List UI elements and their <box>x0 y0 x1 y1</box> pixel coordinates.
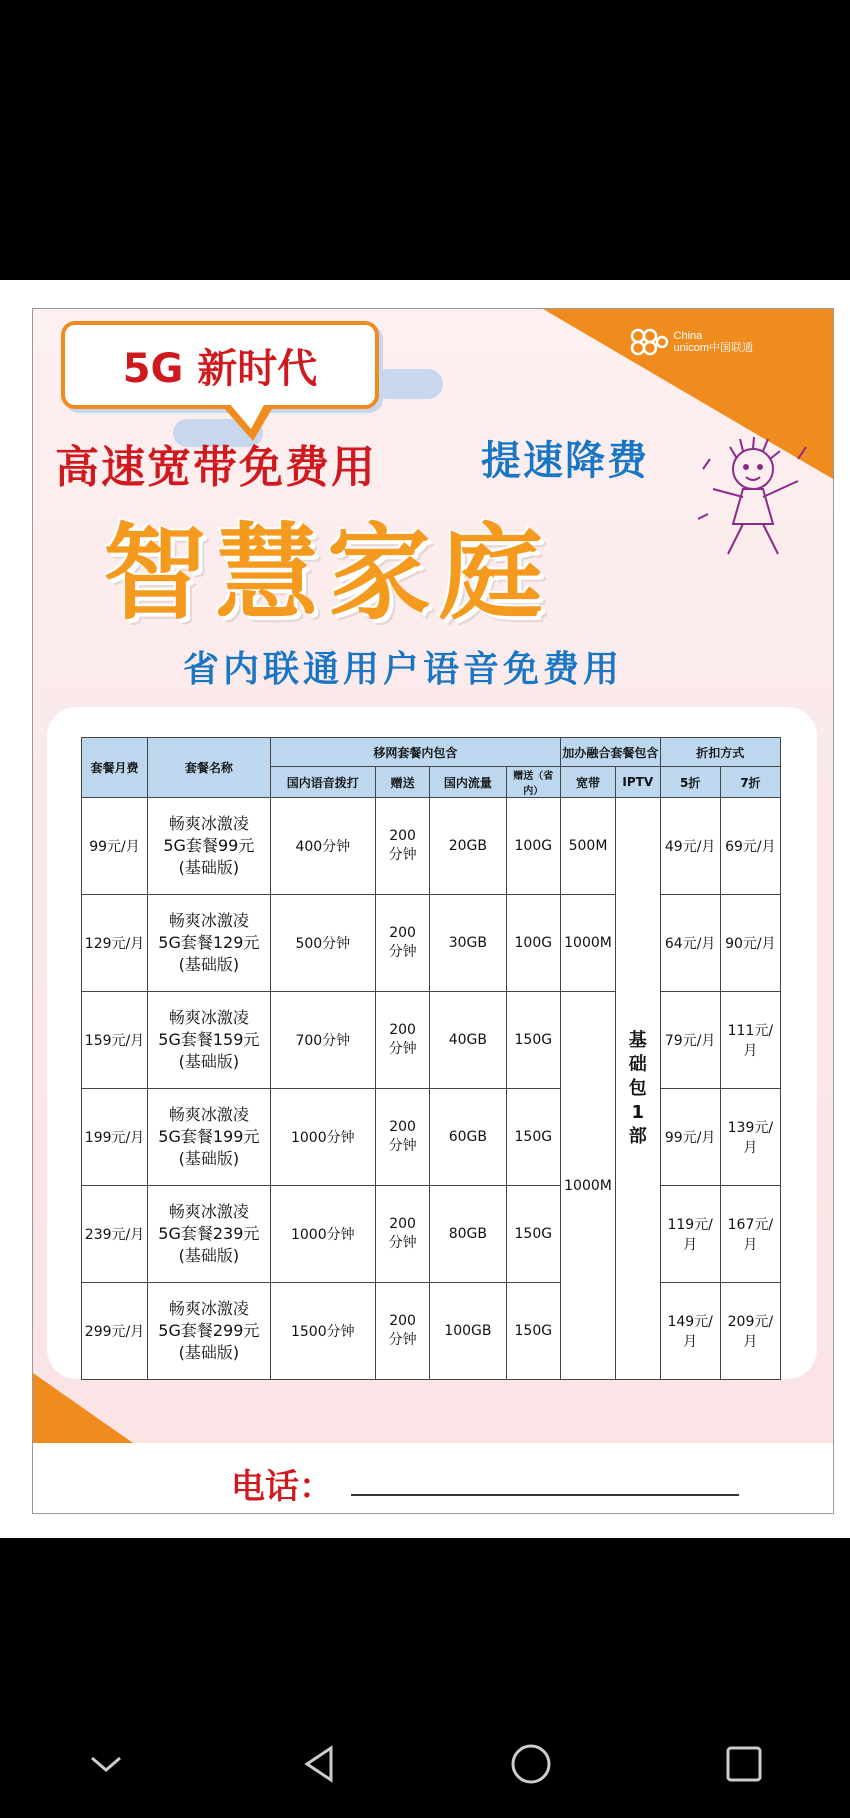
recent-apps-icon[interactable] <box>714 1734 774 1794</box>
cell-name <box>148 1283 271 1380</box>
name-line2: 5G套餐199元 <box>158 1127 260 1146</box>
cell-gift <box>375 992 429 1089</box>
cell-voice: 1000分钟 <box>270 1186 375 1283</box>
cell-voice: 1000分钟 <box>270 1089 375 1186</box>
gift-line1: 200 <box>389 1313 416 1329</box>
name-line1: 畅爽冰激凌 <box>168 814 249 833</box>
name-line3: (基础版) <box>178 1052 240 1071</box>
name-line1: 畅爽冰激凌 <box>168 1105 249 1124</box>
unicom-logo-top <box>626 327 753 357</box>
home-icon[interactable] <box>501 1734 561 1794</box>
cell-gift <box>375 1283 429 1380</box>
cell-voice: 500分钟 <box>270 895 375 992</box>
header-disc7: 7折 <box>720 767 780 798</box>
cell-gift-traffic: 100G <box>506 798 561 895</box>
table-row <box>82 798 781 895</box>
cell-name <box>148 1089 271 1186</box>
name-line1: 畅爽冰激凌 <box>168 1008 249 1027</box>
name-line3: (基础版) <box>178 858 240 877</box>
plan-table <box>81 737 781 1380</box>
header-mobile-group: 移网套餐内包含 <box>270 738 560 767</box>
cell-fee: 239元/月 <box>82 1186 148 1283</box>
header-name: 套餐名称 <box>148 738 271 798</box>
gift-line2: 分钟 <box>388 1332 417 1348</box>
gift-line2: 分钟 <box>388 1138 417 1154</box>
cell-traffic: 30GB <box>430 895 506 992</box>
cell-traffic: 60GB <box>430 1089 506 1186</box>
table-row <box>82 1186 781 1283</box>
iptv-char: 1 <box>631 1101 645 1123</box>
cell-gift <box>375 1186 429 1283</box>
cell-disc5: 64元/月 <box>660 895 720 992</box>
header-gift-traffic: 赠送（省内） <box>506 767 561 798</box>
bubble-text: 5G 新时代 <box>122 345 318 392</box>
cell-fee: 199元/月 <box>82 1089 148 1186</box>
cell-disc5: 79元/月 <box>660 992 720 1089</box>
gift-line1: 200 <box>389 1022 416 1038</box>
name-line3: (基础版) <box>178 955 240 974</box>
gift-line1: 200 <box>389 1216 416 1232</box>
cell-gift <box>375 895 429 992</box>
table-row <box>82 992 781 1089</box>
child-doodle-icon <box>698 429 818 579</box>
name-line1: 畅爽冰激凌 <box>168 1202 249 1221</box>
slogan-right: 提速降费 <box>481 438 649 484</box>
cell-voice: 1500分钟 <box>270 1283 375 1380</box>
chevron-down-icon[interactable] <box>76 1734 136 1794</box>
cell-traffic: 20GB <box>430 798 506 895</box>
headline: 智慧家庭 <box>103 512 552 634</box>
name-line3: (基础版) <box>178 1246 240 1265</box>
header-voice: 国内语音拨打 <box>270 767 375 798</box>
cell-disc7: 90元/月 <box>720 895 780 992</box>
cell-voice: 400分钟 <box>270 798 375 895</box>
name-line2: 5G套餐129元 <box>158 933 260 952</box>
cell-traffic: 100GB <box>430 1283 506 1380</box>
cell-disc5: 119元/月 <box>660 1186 720 1283</box>
logo-line2: unicom中国联通 <box>95 1480 175 1492</box>
cell-broadband: 1000M <box>561 895 616 992</box>
cell-gift-traffic: 150G <box>506 992 561 1089</box>
cell-disc5: 149元/月 <box>660 1283 720 1380</box>
name-line3: (基础版) <box>178 1343 240 1362</box>
cell-gift <box>375 798 429 895</box>
header-discount-group: 折扣方式 <box>660 738 780 767</box>
logo-line2: unicom中国联通 <box>673 342 753 354</box>
gift-line1: 200 <box>389 1119 416 1135</box>
cell-name <box>148 895 271 992</box>
phone-fill-line <box>351 1494 739 1496</box>
cell-disc7: 167元/月 <box>720 1186 780 1283</box>
cell-disc5: 99元/月 <box>660 1089 720 1186</box>
cell-name <box>148 798 271 895</box>
cell-gift-traffic: 150G <box>506 1089 561 1186</box>
cell-name <box>148 992 271 1089</box>
name-line2: 5G套餐299元 <box>158 1321 260 1340</box>
cell-traffic: 40GB <box>430 992 506 1089</box>
poster <box>32 308 834 1514</box>
name-line1: 畅爽冰激凌 <box>168 1299 249 1318</box>
cell-gift-traffic: 150G <box>506 1186 561 1283</box>
cell-name <box>148 1186 271 1283</box>
unicom-knot-icon <box>626 327 670 357</box>
header-fee: 套餐月费 <box>82 738 148 798</box>
iptv-char: 包 <box>628 1077 647 1099</box>
cell-disc5: 49元/月 <box>660 798 720 895</box>
name-line3: (基础版) <box>178 1149 240 1168</box>
cell-disc7: 69元/月 <box>720 798 780 895</box>
gift-line1: 200 <box>389 925 416 941</box>
iptv-char: 础 <box>628 1053 647 1075</box>
gift-line2: 分钟 <box>388 847 417 863</box>
cell-fee: 99元/月 <box>82 798 148 895</box>
cell-gift <box>375 1089 429 1186</box>
table-row <box>82 1283 781 1380</box>
name-line1: 畅爽冰激凌 <box>168 911 249 930</box>
table-row <box>82 895 781 992</box>
header-fusion-group: 加办融合套餐包含 <box>561 738 660 767</box>
cell-traffic: 80GB <box>430 1186 506 1283</box>
iptv-char: 基 <box>628 1029 647 1051</box>
name-line2: 5G套餐239元 <box>158 1224 260 1243</box>
cell-fee: 129元/月 <box>82 895 148 992</box>
logo-line1: China <box>673 330 703 342</box>
phone-label: 电话： <box>231 1467 333 1507</box>
header-traffic: 国内流量 <box>430 767 506 798</box>
cell-voice: 700分钟 <box>270 992 375 1089</box>
logo-line1: China <box>95 1468 124 1480</box>
gift-line2: 分钟 <box>388 944 417 960</box>
gift-line1: 200 <box>389 828 416 844</box>
cell-fee: 299元/月 <box>82 1283 148 1380</box>
poster-frame <box>0 280 850 1538</box>
name-line2: 5G套餐99元 <box>163 836 255 855</box>
cell-disc7: 139元/月 <box>720 1089 780 1186</box>
cell-iptv-merged <box>615 798 660 1380</box>
name-line2: 5G套餐159元 <box>158 1030 260 1049</box>
header-broadband: 宽带 <box>561 767 616 798</box>
cell-fee: 159元/月 <box>82 992 148 1089</box>
header-iptv: IPTV <box>615 767 660 798</box>
android-navbar <box>0 1710 850 1818</box>
cell-broadband: 500M <box>561 798 616 895</box>
subline: 省内联通用户语音免费用 <box>183 649 624 690</box>
header-disc5: 5折 <box>660 767 720 798</box>
cell-gift-traffic: 150G <box>506 1283 561 1380</box>
cell-disc7: 111元/月 <box>720 992 780 1089</box>
unicom-logo-bottom <box>47 1465 174 1495</box>
header-gift: 赠送 <box>375 767 429 798</box>
cell-broadband-merged: 1000M <box>561 992 616 1380</box>
gift-line2: 分钟 <box>388 1041 417 1057</box>
iptv-char: 部 <box>628 1125 647 1147</box>
table-row <box>82 1089 781 1186</box>
gift-line2: 分钟 <box>388 1235 417 1251</box>
unicom-knot-icon <box>47 1465 91 1495</box>
speech-bubble <box>61 321 379 409</box>
cell-gift-traffic: 100G <box>506 895 561 992</box>
cell-disc7: 209元/月 <box>720 1283 780 1380</box>
bubble-tail-inner <box>229 403 265 429</box>
unicom-logo-text <box>674 330 753 354</box>
slogan-left: 高速宽带免费用 <box>55 442 377 493</box>
unicom-logo-text <box>95 1468 174 1492</box>
cloud-decoration <box>373 369 443 399</box>
back-icon[interactable] <box>289 1734 349 1794</box>
